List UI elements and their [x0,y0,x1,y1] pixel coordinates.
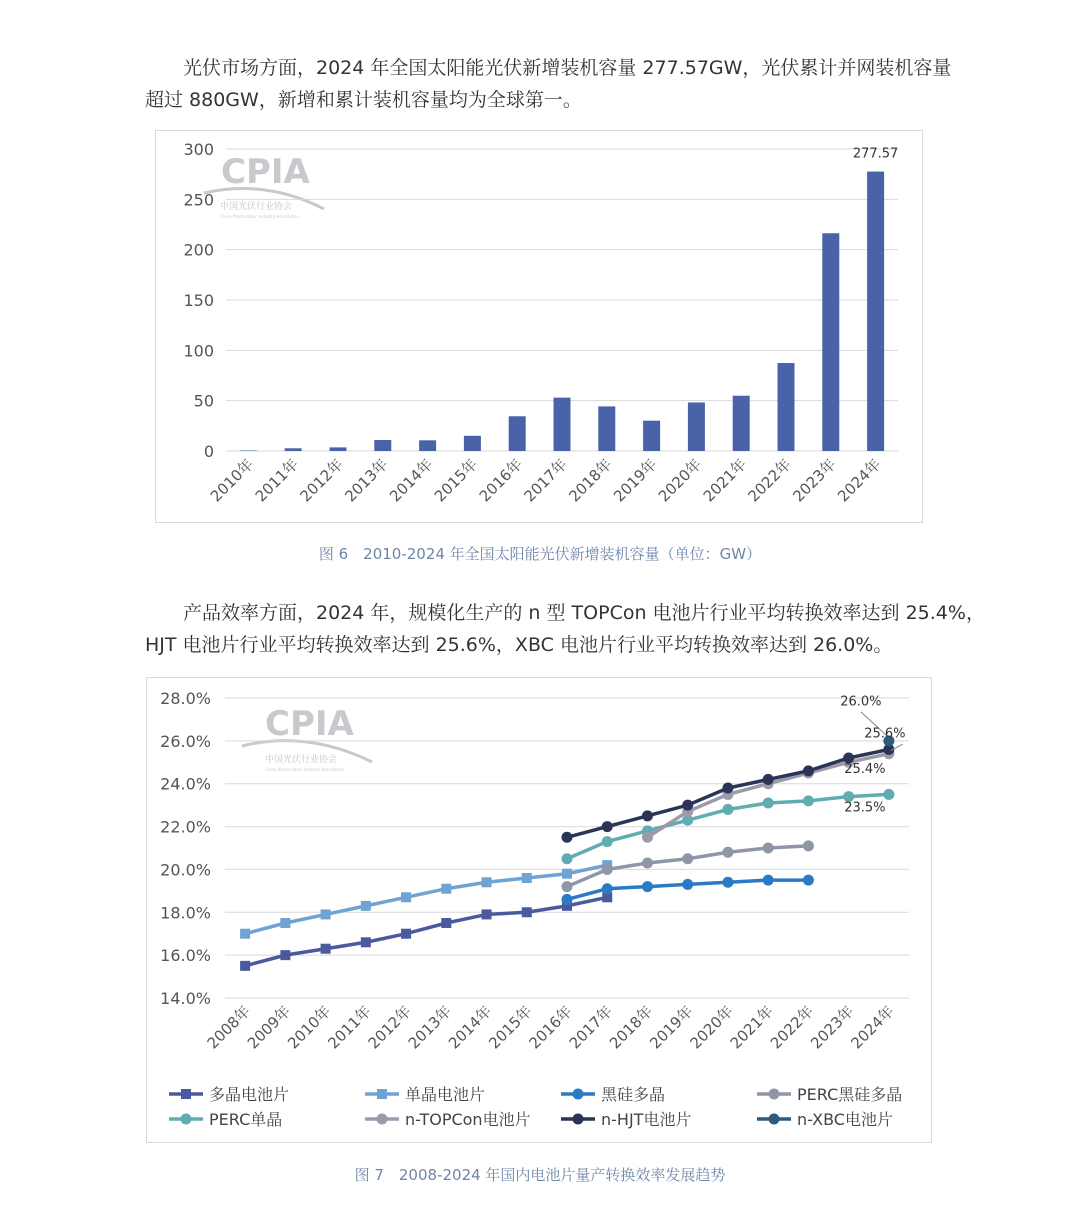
point-marker [361,937,371,947]
legend-label: n-TOPCon电池片 [405,1110,531,1129]
x-tick-label: 2018年 [565,455,616,506]
cpia-logo-text: CPIA [265,704,354,744]
point-marker [401,929,411,939]
y-tick-label: 200 [183,240,214,260]
point-marker [722,783,733,794]
paragraph-efficiency [145,597,985,661]
legend-item [757,1085,902,1104]
bar [419,440,436,451]
figure-6-caption: 图 6 2010-2024 年全国太阳能光伏新增装机容量（单位：GW） [318,545,762,563]
point-marker [763,843,774,854]
y-tick-label: 14.0% [160,989,211,1008]
bar [688,402,705,451]
x-tick-label: 2017年 [565,1002,617,1053]
point-marker [562,853,573,864]
y-tick-label: 50 [193,391,214,411]
cpia-org-name: 中国光伏行业协会 [265,755,338,765]
legend [169,1085,902,1129]
legend-label: 黑硅多晶 [601,1085,666,1104]
point-marker [562,881,573,892]
x-tick-label: 2017年 [520,455,571,506]
x-tick-label: 2019年 [646,1002,697,1053]
point-marker [803,840,814,851]
legend-marker [181,1114,192,1125]
line-chart-container [146,677,932,1143]
point-marker [280,918,290,928]
legend-marker [377,1089,387,1099]
legend-item [757,1110,893,1129]
point-marker [642,858,653,869]
legend-label: PERC黑硅多晶 [797,1085,903,1104]
series-多晶电池片 [240,892,612,971]
point-marker [482,909,492,919]
point-marker [602,836,613,847]
x-tick-label: 2008年 [203,1002,254,1053]
y-tick-label: 22.0% [160,817,211,837]
data-label: 277.57 [852,146,899,162]
bars [240,172,884,451]
x-tick-label: 2010年 [206,455,258,506]
data-labels [853,147,899,162]
x-tick-label: 2024年 [847,1002,898,1053]
x-tick-label: 2023年 [789,455,840,506]
legend-marker [377,1114,388,1125]
x-tick-label: 2022年 [766,1002,818,1053]
bar [330,447,347,451]
x-tick-labels [207,455,885,505]
point-marker [280,950,290,960]
cpia-watermark [242,704,372,772]
x-tick-label: 2023年 [807,1002,858,1053]
bar [822,233,839,451]
point-marker [401,892,411,902]
annotation-label: 25.4% [844,762,886,777]
bar-chart-container [155,130,923,523]
legend-item [169,1110,282,1129]
point-marker [441,884,451,894]
legend-item [561,1110,691,1129]
y-tick-label: 150 [183,291,214,310]
point-marker [321,944,331,954]
point-marker [321,909,331,919]
legend-marker [769,1089,780,1100]
y-tick-label: 28.0% [160,689,211,708]
point-marker [361,901,371,911]
x-tick-label: 2014年 [386,455,437,506]
point-marker [240,929,250,939]
legend-marker [769,1114,780,1125]
point-marker [602,864,613,875]
point-marker [562,869,572,879]
x-tick-label: 2021年 [699,455,751,506]
point-marker [722,847,733,858]
legend-marker [573,1089,584,1100]
y-tick-labels [160,689,211,1008]
annotation-label: 26.0% [840,694,882,710]
legend-label: 单晶电池片 [405,1085,486,1104]
legend-item [365,1085,485,1104]
annotation-label: 25.6% [864,726,906,742]
y-tick-label: 20.0% [160,860,211,880]
cell-efficiency-line-chart [147,678,931,1142]
bar [374,440,391,451]
y-tick-label: 300 [183,140,214,159]
point-marker [482,877,492,887]
cpia-logo-text: CPIA [221,152,310,192]
paragraph-market-line2: 超过 880GW，新增和累计装机容量均为全球第一。 [145,89,582,111]
point-marker [763,774,774,785]
point-marker [602,821,613,832]
bar [867,172,884,451]
x-tick-label: 2013年 [341,455,392,506]
cpia-org-name: 中国光伏行业协会 [220,202,293,212]
point-marker [682,800,693,811]
point-marker [522,873,532,883]
point-marker [441,918,451,928]
bar [778,363,795,451]
y-tick-label: 16.0% [160,946,211,966]
legend-marker [573,1114,584,1125]
bar [554,398,571,451]
paragraph-efficiency-line2: HJT 电池片行业平均转换效率达到 25.6%，XBC 电池片行业平均转换效率达到 26.0%。 [145,634,893,656]
y-tick-label: 26.0% [160,731,211,751]
x-tick-labels [204,1002,898,1052]
point-marker [763,798,774,809]
x-tick-label: 2016年 [525,1002,576,1053]
x-tick-label: 2018年 [605,1002,657,1053]
legend-marker [181,1089,191,1099]
x-tick-label: 2011年 [251,455,303,506]
x-tick-label: 2012年 [296,455,347,506]
x-tick-label: 2020年 [654,455,706,506]
bar [643,421,660,451]
legend-label: PERC单晶 [209,1110,283,1129]
x-tick-label: 2015年 [430,455,482,506]
y-tick-label: 100 [183,341,214,361]
x-tick-label: 2013年 [404,1002,456,1053]
point-marker [642,832,653,843]
point-marker [642,810,653,821]
installed-capacity-bar-chart [156,131,922,522]
legend-label: n-HJT电池片 [601,1110,692,1129]
x-tick-label: 2012年 [364,1002,415,1053]
legend-item [169,1085,289,1104]
y-tick-label: 24.0% [160,774,211,794]
bar [509,416,526,451]
point-marker [240,961,250,971]
point-marker [722,804,733,815]
legend-label: n-XBC电池片 [797,1110,893,1129]
point-marker [682,879,693,890]
bar [733,396,750,451]
point-marker [522,907,532,917]
legend-item [561,1085,665,1104]
legend-label: 多晶电池片 [209,1085,290,1104]
paragraph-market-line1: 光伏市场方面，2024 年全国太阳能光伏新增装机容量 277.57GW，光伏累计并网装机容量 [183,57,952,79]
point-marker [803,795,814,806]
point-marker [642,881,653,892]
x-tick-label: 2009年 [243,1002,295,1053]
y-tick-label: 250 [183,190,214,210]
point-marker [763,875,774,886]
y-tick-label: 18.0% [160,903,211,923]
x-tick-label: 2022年 [744,455,795,506]
x-tick-label: 2014年 [445,1002,496,1053]
point-marker [803,765,814,776]
point-marker [682,853,693,864]
paragraph-efficiency-line1: 产品效率方面，2024 年，规模化生产的 n 型 TOPCon 电池片行业平均转换效率达到 25.4%， [183,602,985,624]
point-marker [803,875,814,886]
paragraph-market [145,52,952,116]
point-marker [562,832,573,843]
x-tick-label: 2024年 [834,455,885,506]
point-marker [883,789,894,800]
bar [240,450,257,451]
legend-item [365,1110,531,1129]
point-marker [722,877,733,888]
x-tick-label: 2020年 [686,1002,737,1053]
point-marker [562,894,573,905]
x-tick-label: 2019年 [610,455,661,506]
bar [285,448,302,451]
x-tick-label: 2021年 [726,1002,778,1053]
x-tick-label: 2015年 [485,1002,536,1053]
cpia-org-name-en: China Photovoltaic Industry Association [220,214,300,219]
x-tick-label: 2011年 [324,1002,375,1053]
bar [464,436,481,451]
point-marker [602,883,613,894]
annotation-label: 23.5% [844,800,886,816]
series-line [245,865,607,934]
x-tick-label: 2010年 [284,1002,335,1053]
y-tick-labels [183,140,214,461]
y-tick-label: 0 [203,442,214,461]
cpia-watermark [204,152,324,219]
bar [598,406,615,451]
figure-7-caption: 图 7 2008-2024 年国内电池片量产转换效率发展趋势 [354,1166,726,1184]
cpia-org-name-en: China Photovoltaic Industry Association [265,767,345,772]
x-tick-label: 2016年 [475,455,527,506]
